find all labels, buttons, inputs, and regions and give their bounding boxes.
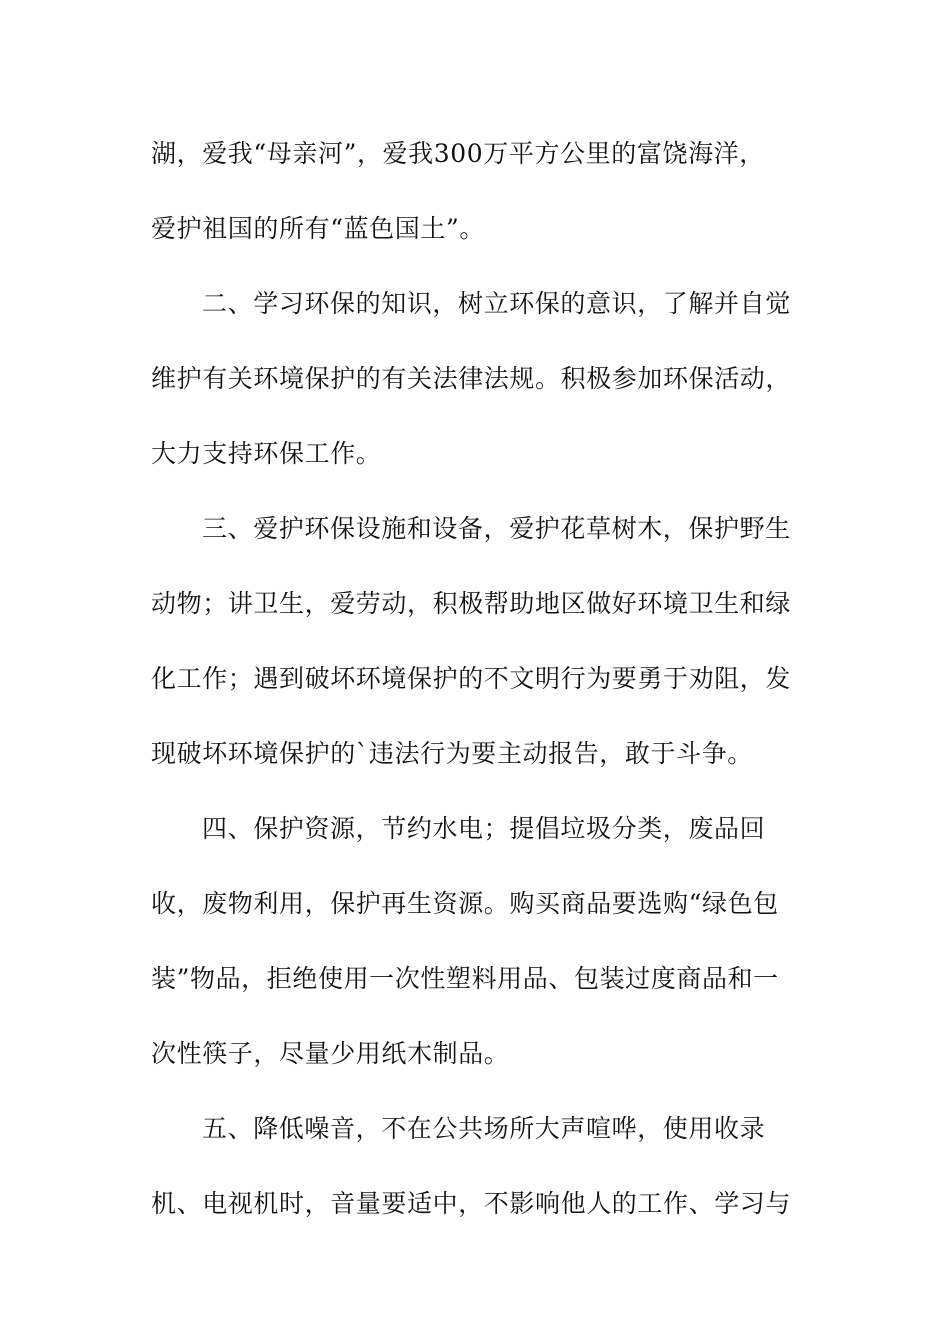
text-line: 大力支持环保工作。 bbox=[151, 439, 382, 468]
text-line: 次性筷子，尽量少用纸木制品。 bbox=[151, 1039, 510, 1068]
text-line: 维护有关环境保护的有关法律法规。积极参加环保活动， bbox=[151, 364, 792, 393]
paragraph-start-line: 三、爱护环保设施和设备，爱护花草树木，保护野生 bbox=[202, 514, 791, 543]
paragraph-start-line: 四、保护资源，节约水电；提倡垃圾分类，废品回 bbox=[202, 814, 766, 843]
text-line: 收，废物利用，保护再生资源。购买商品要选购“绿色包 bbox=[151, 889, 779, 918]
text-line: 现破坏环境保护的`违法行为要主动报告，敢于斗争。 bbox=[151, 739, 753, 768]
text-line: 装”物品，拒绝使用一次性塑料用品、包装过度商品和一 bbox=[151, 964, 779, 993]
body-text bbox=[151, 132, 791, 1257]
text-line: 动物；讲卫生，爱劳动，积极帮助地区做好环境卫生和绿 bbox=[151, 589, 792, 618]
text-line: 化工作；遇到破坏环境保护的不文明行为要勇于劝阻，发 bbox=[151, 664, 792, 693]
paragraph-start-line: 五、降低噪音，不在公共场所大声喧哗，使用收录 bbox=[202, 1114, 766, 1143]
text-line: 机、电视机时，音量要适中，不影响他人的工作、学习与 bbox=[151, 1189, 792, 1218]
text-line: 爱护祖国的所有“蓝色国土”。 bbox=[151, 214, 485, 243]
paragraph-start-line: 二、学习环保的知识，树立环保的意识，了解并自觉 bbox=[202, 289, 791, 318]
text-line: 湖，爱我“母亲河”，爱我300万平方公里的富饶海洋， bbox=[151, 139, 765, 168]
